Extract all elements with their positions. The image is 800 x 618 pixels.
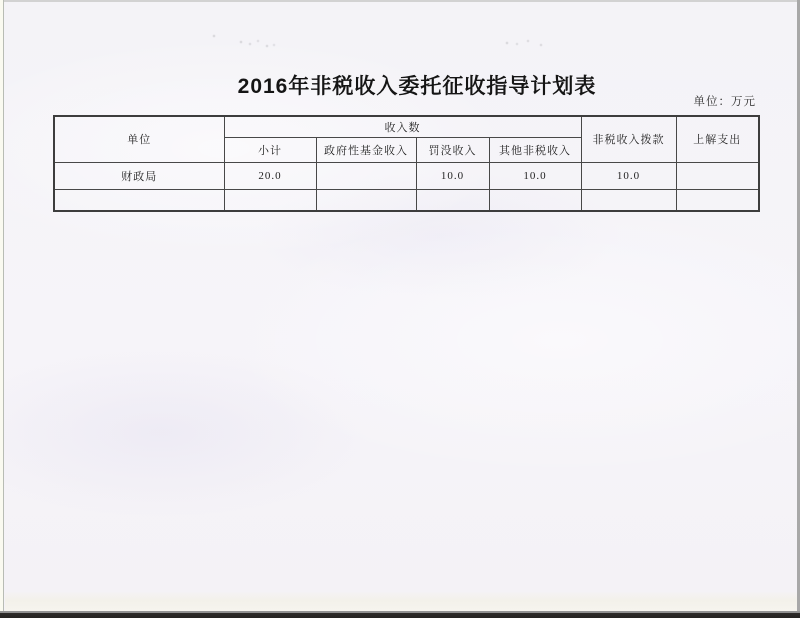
scan-edge-bottom	[0, 611, 800, 618]
document-title: 2016年非税收入委托征收指导计划表	[237, 75, 597, 98]
paper-bottom-shading	[5, 592, 797, 611]
cell-nontax-allocation	[581, 189, 676, 211]
header-remitted-expenditure: 上解支出	[676, 116, 759, 162]
cell-fines-income: 10.0	[416, 162, 489, 189]
header-other-nontax-income: 其他非税收入	[489, 137, 581, 162]
scan-smudge	[506, 42, 508, 44]
header-unit: 单位	[54, 116, 224, 162]
cell-gov-fund-income	[316, 162, 416, 189]
header-income-group: 收入数	[224, 116, 581, 137]
cell-subtotal	[224, 189, 316, 211]
header-gov-fund-income: 政府性基金收入	[316, 137, 416, 162]
cell-gov-fund-income	[316, 189, 416, 211]
scan-smudge	[213, 35, 215, 37]
cell-fines-income	[416, 189, 489, 211]
cell-unit: 财政局	[54, 162, 224, 189]
cell-other-nontax-income: 10.0	[489, 162, 581, 189]
header-subtotal: 小计	[224, 137, 316, 162]
header-fines-income: 罚没收入	[416, 137, 489, 162]
table-row	[54, 162, 759, 189]
table-row	[54, 189, 759, 211]
cell-other-nontax-income	[489, 189, 581, 211]
cell-remitted-expenditure	[676, 189, 759, 211]
header-nontax-allocation: 非税收入拨款	[581, 116, 676, 162]
cell-remitted-expenditure	[676, 162, 759, 189]
cell-nontax-allocation: 10.0	[581, 162, 676, 189]
unit-note: 单位：万元	[693, 96, 756, 108]
scan-edge-top	[0, 0, 800, 2]
cell-unit	[54, 189, 224, 211]
plan-table	[53, 115, 760, 212]
scan-edge-left	[0, 0, 4, 618]
cell-subtotal: 20.0	[224, 162, 316, 189]
scan-smudge	[240, 41, 242, 43]
